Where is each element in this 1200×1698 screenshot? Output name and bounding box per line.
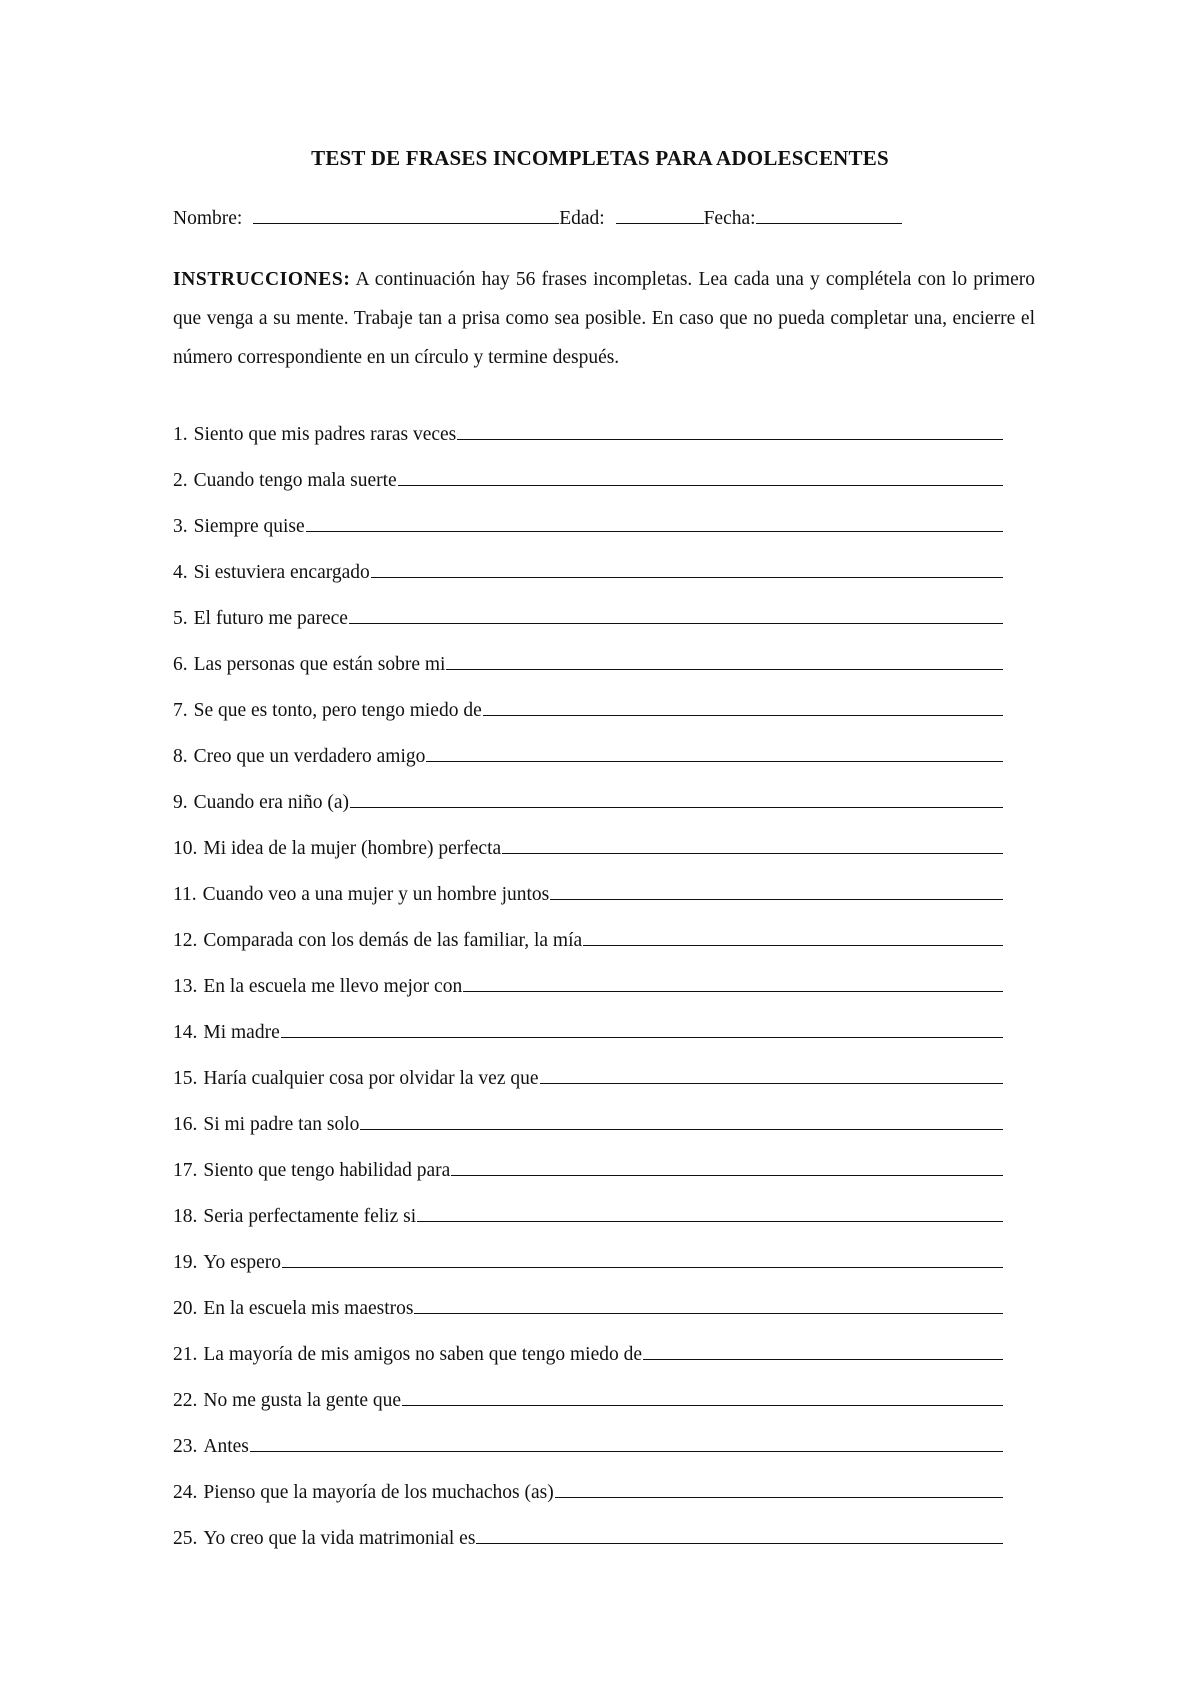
sentence-item — [173, 1136, 1003, 1182]
answer-blank[interactable] — [555, 1497, 1003, 1498]
sentence-number: 7. — [173, 700, 188, 721]
age-blank[interactable] — [616, 205, 704, 224]
sentence-stem: Yo espero — [203, 1252, 282, 1273]
sentence-item — [173, 1182, 1003, 1228]
personal-info-line — [173, 205, 902, 233]
sentence-item — [173, 492, 1003, 538]
answer-blank[interactable] — [540, 1083, 1003, 1084]
sentence-number: 5. — [173, 608, 188, 629]
sentence-item — [173, 538, 1003, 584]
answer-blank[interactable] — [426, 761, 1003, 762]
sentence-item — [173, 1366, 1003, 1412]
sentence-number: 23. — [173, 1436, 198, 1457]
sentence-item — [173, 1320, 1003, 1366]
instructions-text: A continuación hay 56 frases incompletas. Lea cada una y complétela con lo primero que venga a su mente. Trabaje tan a prisa como sea posible. En caso que no pueda completar una, encierre el número correspondiente en un círculo y termine después. — [173, 269, 1035, 368]
sentence-number: 15. — [173, 1068, 198, 1089]
answer-blank[interactable] — [414, 1313, 1003, 1314]
sentence-stem: Si mi padre tan solo — [203, 1114, 360, 1135]
sentence-number: 18. — [173, 1206, 198, 1227]
sentence-number: 13. — [173, 976, 198, 997]
sentence-stem: Las personas que están sobre mi — [193, 654, 446, 675]
sentence-item — [173, 860, 1003, 906]
sentence-stem: Si estuviera encargado — [193, 562, 370, 583]
sentence-number: 17. — [173, 1160, 198, 1181]
sentence-item — [173, 1274, 1003, 1320]
sentence-item — [173, 1412, 1003, 1458]
sentence-number: 2. — [173, 470, 188, 491]
sentence-stem: Se que es tonto, pero tengo miedo de — [193, 700, 482, 721]
sentence-number: 12. — [173, 930, 198, 951]
sentence-item — [173, 446, 1003, 492]
answer-blank[interactable] — [583, 945, 1003, 946]
sentence-item — [173, 676, 1003, 722]
sentence-number: 24. — [173, 1482, 198, 1503]
sentence-stem: No me gusta la gente que — [203, 1390, 402, 1411]
sentence-stem: Siempre quise — [193, 516, 305, 537]
sentence-number: 14. — [173, 1022, 198, 1043]
sentence-stem: Siento que mis padres raras veces — [193, 424, 457, 445]
sentence-item — [173, 768, 1003, 814]
answer-blank[interactable] — [402, 1405, 1003, 1406]
sentence-stem: Antes — [203, 1436, 249, 1457]
sentence-stem: Haría cualquier cosa por olvidar la vez que — [203, 1068, 539, 1089]
sentence-number: 3. — [173, 516, 188, 537]
sentence-item — [173, 722, 1003, 768]
answer-blank[interactable] — [398, 485, 1003, 486]
sentence-number: 22. — [173, 1390, 198, 1411]
sentence-stem: Creo que un verdadero amigo — [193, 746, 426, 767]
sentence-stem: Cuando era niño (a) — [193, 792, 350, 813]
name-blank[interactable] — [253, 205, 559, 224]
sentence-list — [173, 400, 1003, 1550]
answer-blank[interactable] — [502, 853, 1003, 854]
answer-blank[interactable] — [371, 577, 1003, 578]
answer-blank[interactable] — [349, 623, 1003, 624]
sentence-stem: Cuando tengo mala suerte — [193, 470, 397, 491]
answer-blank[interactable] — [463, 991, 1003, 992]
answer-blank[interactable] — [417, 1221, 1003, 1222]
sentence-number: 16. — [173, 1114, 198, 1135]
answer-blank[interactable] — [250, 1451, 1003, 1452]
sentence-item — [173, 952, 1003, 998]
sentence-stem: Seria perfectamente feliz si — [203, 1206, 417, 1227]
page-title: TEST DE FRASES INCOMPLETAS PARA ADOLESCENTES — [311, 146, 889, 170]
sentence-item — [173, 1458, 1003, 1504]
sentence-item — [173, 400, 1003, 446]
answer-blank[interactable] — [350, 807, 1003, 808]
sentence-number: 19. — [173, 1252, 198, 1273]
answer-blank[interactable] — [282, 1267, 1003, 1268]
sentence-stem: Mi madre — [203, 1022, 280, 1043]
instructions-paragraph — [173, 260, 1035, 377]
sentence-number: 4. — [173, 562, 188, 583]
age-label: Edad: — [559, 208, 605, 229]
answer-blank[interactable] — [281, 1037, 1003, 1038]
sentence-stem: En la escuela mis maestros — [203, 1298, 414, 1319]
answer-blank[interactable] — [476, 1543, 1003, 1544]
sentence-number: 9. — [173, 792, 188, 813]
sentence-item — [173, 1504, 1003, 1550]
answer-blank[interactable] — [550, 899, 1003, 900]
sentence-stem: Mi idea de la mujer (hombre) perfecta — [203, 838, 502, 859]
sentence-item — [173, 1044, 1003, 1090]
answer-blank[interactable] — [483, 715, 1003, 716]
answer-blank[interactable] — [306, 531, 1003, 532]
date-label: Fecha: — [703, 208, 756, 229]
sentence-item — [173, 1228, 1003, 1274]
answer-blank[interactable] — [446, 669, 1003, 670]
answer-blank[interactable] — [451, 1175, 1003, 1176]
sentence-stem: En la escuela me llevo mejor con — [203, 976, 463, 997]
sentence-number: 6. — [173, 654, 188, 675]
sentence-stem: Pienso que la mayoría de los muchachos (as) — [203, 1482, 554, 1503]
answer-blank[interactable] — [360, 1129, 1003, 1130]
sentence-number: 1. — [173, 424, 188, 445]
sentence-stem: Comparada con los demás de las familiar, la mía — [203, 930, 583, 951]
answer-blank[interactable] — [457, 439, 1003, 440]
sentence-stem: La mayoría de mis amigos no saben que tengo miedo de — [203, 1344, 643, 1365]
sentence-number: 8. — [173, 746, 188, 767]
sentence-number: 11. — [173, 884, 197, 905]
sentence-item — [173, 814, 1003, 860]
answer-blank[interactable] — [643, 1359, 1003, 1360]
sentence-stem: Yo creo que la vida matrimonial es — [203, 1528, 476, 1549]
sentence-number: 10. — [173, 838, 198, 859]
date-blank[interactable] — [756, 205, 902, 224]
sentence-number: 21. — [173, 1344, 198, 1365]
sentence-stem: El futuro me parece — [193, 608, 348, 629]
name-label: Nombre: — [173, 208, 243, 229]
sentence-stem: Siento que tengo habilidad para — [203, 1160, 451, 1181]
instructions-heading: INSTRUCCIONES: — [173, 269, 351, 290]
sentence-item — [173, 906, 1003, 952]
sentence-item — [173, 1090, 1003, 1136]
sentence-stem: Cuando veo a una mujer y un hombre juntos — [202, 884, 550, 905]
sentence-item — [173, 998, 1003, 1044]
sentence-number: 20. — [173, 1298, 198, 1319]
sentence-item — [173, 630, 1003, 676]
sentence-item — [173, 584, 1003, 630]
sentence-number: 25. — [173, 1528, 198, 1549]
